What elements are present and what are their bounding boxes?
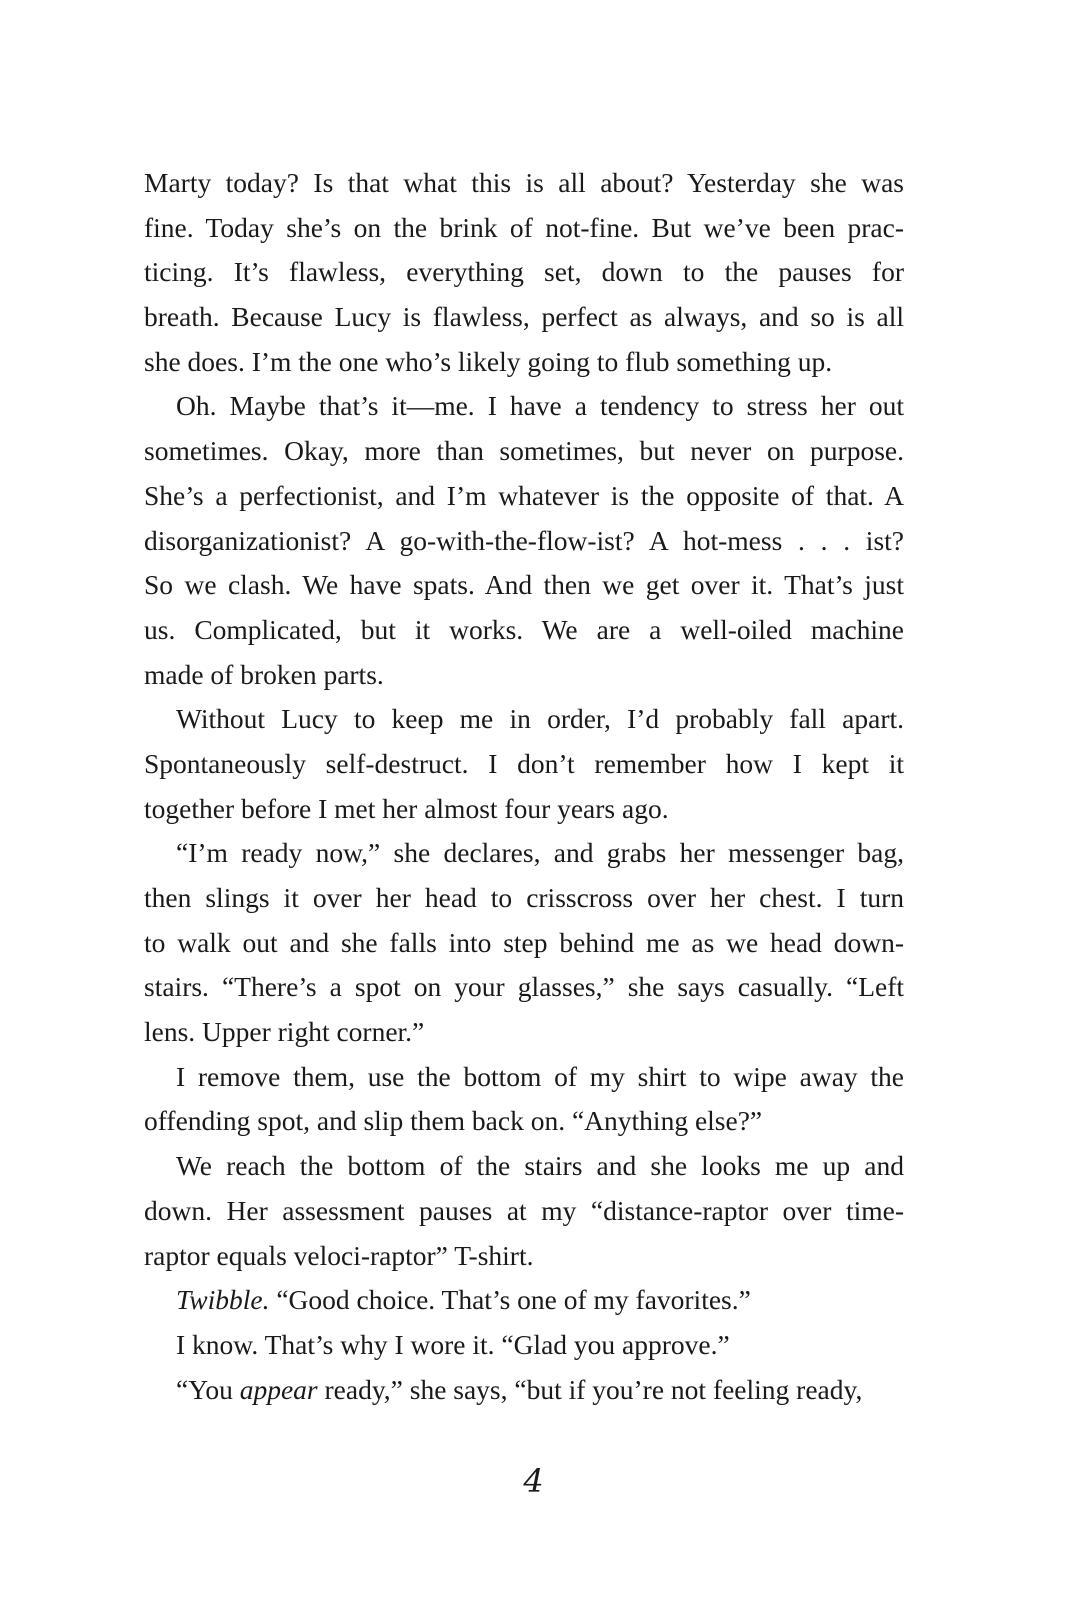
italic-text: appear — [239, 1373, 318, 1405]
text-line — [144, 1278, 904, 1323]
text-line: I know. That’s why I wore it. “Glad you approve.” — [176, 1328, 730, 1360]
text-line: disorganizationist? A go-with-the-flow-ist? A hot-mess . . . ist? — [144, 524, 904, 556]
text-line: Oh. Maybe that’s it—me. I have a tendency to stress her out — [176, 390, 904, 422]
line-text: ready,” she says, “but if you’re not feeling ready, — [317, 1373, 863, 1405]
paragraph — [144, 1144, 904, 1278]
text-line: to walk out and she falls into step behind me as we head down- — [144, 926, 904, 958]
line-text: “Good choice. That’s one of my favorites.” — [269, 1284, 751, 1316]
text-line: together before I met her almost four years ago. — [144, 792, 669, 824]
italic-text: Twibble. — [176, 1284, 270, 1316]
text-line: So we clash. We have spats. And then we get over it. That’s just — [144, 569, 904, 601]
text-line: ticing. It’s flawless, everything set, down to the pauses for — [144, 256, 904, 288]
text-line: raptor equals veloci-raptor” T-shirt. — [144, 1239, 534, 1271]
text-line: We reach the bottom of the stairs and she looks me up and — [176, 1150, 904, 1182]
paragraph — [144, 831, 904, 1054]
text-line: “I’m ready now,” she declares, and grabs her messenger bag, — [176, 837, 904, 869]
page-number: 4 — [523, 1462, 544, 1500]
paragraph — [144, 161, 904, 384]
text-line: She’s a perfectionist, and I’m whatever is the opposite of that. A — [144, 479, 904, 511]
text-line: stairs. “There’s a spot on your glasses,” she says casually. “Left — [144, 971, 904, 1003]
text-line: Marty today? Is that what this is all about? Yesterday she was — [144, 167, 904, 198]
text-line: I remove them, use the bottom of my shirt to wipe away the — [176, 1060, 904, 1092]
text-line: lens. Upper right corner.” — [144, 1016, 425, 1048]
text-line: she does. I’m the one who’s likely going to flub something up. — [144, 345, 833, 377]
text-line: Without Lucy to keep me in order, I’d probably fall apart. — [176, 703, 904, 735]
paragraph — [144, 1368, 904, 1413]
text-line: breath. Because Lucy is flawless, perfect as always, and so is all — [144, 301, 904, 333]
paragraph — [144, 1278, 904, 1323]
book-page-text — [144, 161, 904, 1412]
text-line: us. Complicated, but it works. We are a well-oiled machine — [144, 613, 904, 645]
paragraph — [144, 384, 904, 697]
text-line: fine. Today she’s on the brink of not-fine. But we’ve been prac- — [144, 211, 904, 243]
text-line: down. Her assessment pauses at my “distance-raptor over time- — [144, 1194, 904, 1226]
paragraph — [144, 1323, 904, 1368]
text-line: offending spot, and slip them back on. “Anything else?” — [144, 1105, 763, 1137]
paragraph — [144, 1055, 904, 1144]
text-line: sometimes. Okay, more than sometimes, but never on purpose. — [144, 435, 904, 467]
line-text: “You — [176, 1373, 240, 1405]
text-line — [144, 1368, 904, 1413]
text-line: Spontaneously self-destruct. I don’t remember how I kept it — [144, 747, 904, 779]
paragraph — [144, 697, 904, 831]
text-line: then slings it over her head to crisscross over her chest. I turn — [144, 882, 904, 913]
text-line: made of broken parts. — [144, 658, 384, 690]
